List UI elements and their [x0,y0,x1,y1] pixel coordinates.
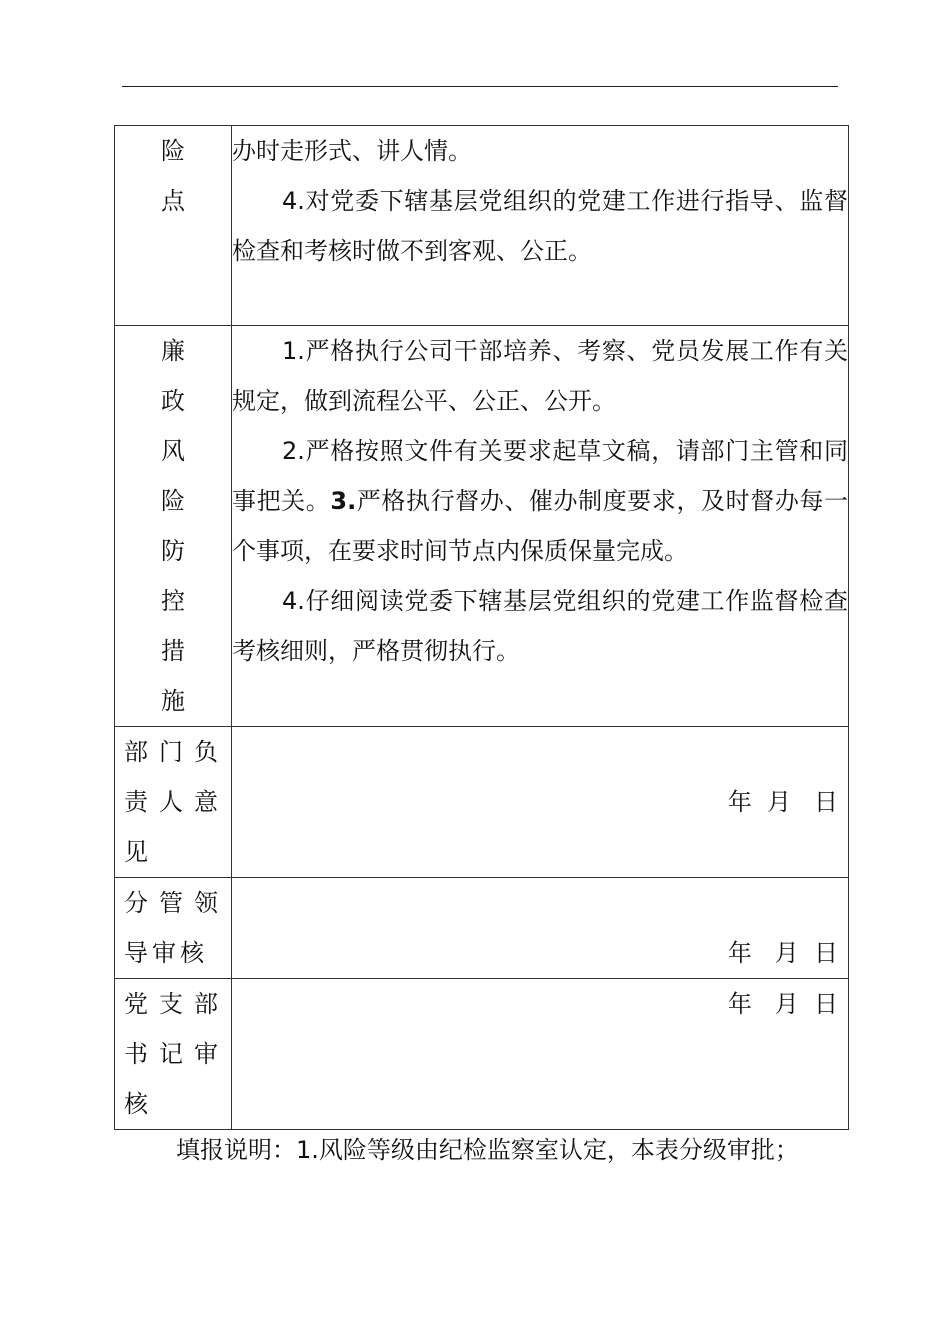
label-char: 风 [161,437,185,465]
risk-points-row [115,126,849,326]
leader-date: 年 月 日 [727,939,838,967]
leader-label-cell [115,878,232,979]
secretary-review-cell [232,979,849,1130]
label-char: 政 [161,387,185,415]
control-item-2-3 [232,426,848,576]
label-char: 廉 [161,337,185,365]
header-rule [122,86,838,87]
label-char: 施 [161,687,185,715]
label-char: 防 [161,537,185,565]
control-measures-label-cell [115,326,232,727]
label-char: 措 [161,637,185,665]
footer-note: 填报说明：1.风险等级由纪检监察室认定，本表分级审批； [176,1136,799,1164]
control-measures-row [115,326,849,727]
dept-head-date: 年 月 日 [727,788,838,816]
control-item-2: 2.严格按照文件有关要求起草文稿，请部门主管和同事把关。 [232,437,848,515]
risk-point-4: 4.对党委下辖基层党组织的党建工作进行指导、监督检查和考核时做不到客观、公正。 [232,187,848,265]
dept-head-label: 部门负责人意见 [124,738,222,866]
label-char: 点 [161,187,185,215]
label-char: 控 [161,587,185,615]
risk-points-label-cell [115,126,232,326]
secretary-label: 党支部书记审核 [124,990,222,1118]
leader-label: 分管领导审核 [124,889,222,967]
label-char: 险 [161,487,185,515]
secretary-row [115,979,849,1130]
risk-point-line1: 办时走形式、讲人情。 [232,137,472,165]
control-item-1: 1.严格执行公司干部培养、考察、党员发展工作有关规定，做到流程公平、公正、公开。 [232,337,848,415]
label-char: 险 [161,137,185,165]
control-measures-content [232,326,849,727]
secretary-label-cell [115,979,232,1130]
secretary-date: 年 月 日 [727,990,838,1018]
dept-head-label-cell [115,727,232,878]
leader-row [115,878,849,979]
risk-control-form [114,125,849,1130]
control-item-3: 严格执行督办、催办制度要求，及时督办每一个事项，在要求时间节点内保质保量完成。 [232,487,849,565]
risk-points-content [232,126,849,326]
dept-head-row [115,727,849,878]
leader-review-cell [232,878,849,979]
control-item-3-number: 3. [330,487,357,515]
control-item-4: 4.仔细阅读党委下辖基层党组织的党建工作监督检查考核细则，严格贯彻执行。 [232,587,848,665]
dept-head-opinion-cell [232,727,849,878]
